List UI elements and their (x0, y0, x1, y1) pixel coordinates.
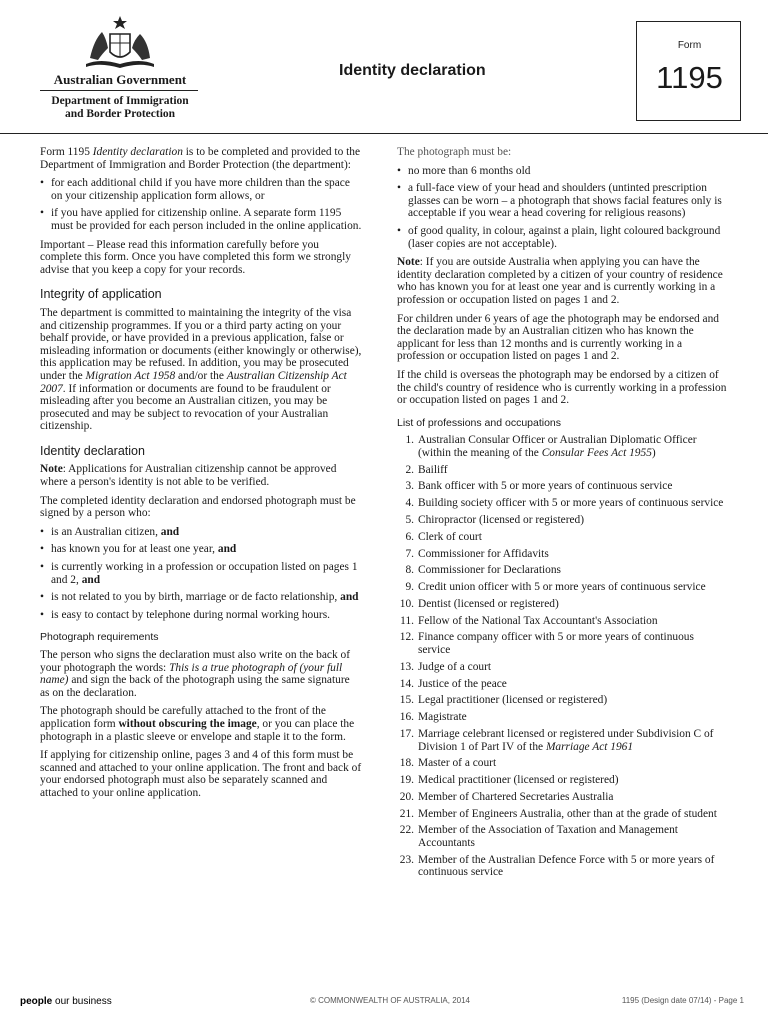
bullet-text: is not related to you by birth, marriage or de facto relationship, (51, 591, 341, 604)
profession-text: Building society officer with 5 or more years of continuous service (418, 497, 724, 510)
signer-bullet-list (40, 526, 362, 622)
intro-bullet-list (40, 177, 362, 232)
profession-item (397, 824, 729, 849)
form-number-box (636, 21, 741, 121)
list-item: • for each additional child if you have more children than the space on your citizenship application form allows, or (40, 177, 362, 202)
note-text: : Applications for Australian citizenship cannot be approved where a person's identity is not able to be verified. (40, 463, 337, 489)
profession-text: Justice of the peace (418, 677, 507, 690)
profession-item (397, 464, 729, 477)
professions-heading: List of professions and occupations (397, 416, 562, 429)
profession-item (397, 480, 729, 493)
act-name: Marriage Act 1961 (545, 740, 634, 753)
profession-number: 14. (399, 677, 414, 690)
profession-number: 17. (399, 727, 414, 740)
profession-item (397, 615, 729, 628)
profession-item (397, 564, 729, 577)
profession-number: 22. (399, 824, 414, 837)
profession-number: 12. (399, 631, 414, 644)
copyright: © COMMONWEALTH OF AUSTRALIA, 2014 (310, 996, 470, 1005)
profession-text: Member of the Australian Defence Force with 5 or more years of continuous service (418, 853, 715, 879)
photo-paragraph: If applying for citizenship online, pages 3 and 4 of this form must be scanned and attached to your online application. The front and back of your endorsed photograph must also be separately scanned and attached to your online application. (40, 749, 362, 799)
profession-number: 9. (405, 581, 414, 594)
photo-must-be: The photograph must be: (397, 146, 512, 158)
page-title: Identity declaration (339, 62, 486, 79)
bullet-conjunction: and (160, 525, 180, 538)
form-name: Identity declaration (92, 146, 183, 158)
divider (40, 90, 198, 91)
profession-text: ) (651, 446, 656, 459)
profession-number: 7. (405, 547, 414, 560)
footer-slogan (20, 996, 112, 1007)
profession-number: 16. (399, 711, 414, 724)
list-item (40, 543, 362, 556)
photo-words: This is a true photograph of (your full name) (40, 661, 343, 687)
department-line: Department of Immigration (51, 95, 189, 107)
list-item: • a full-face view of your head and shoulders (untinted prescription glasses can be worn – a photograph that shows facial features only is acceptable if you wear a head covering for religious reasons) (397, 182, 729, 220)
profession-item (397, 661, 729, 674)
profession-number: 11. (400, 614, 414, 627)
profession-item (397, 757, 729, 770)
bullet-conjunction: and (81, 573, 101, 586)
list-item (40, 526, 362, 539)
profession-number: 3. (405, 480, 414, 493)
profession-text: Judge of a court (418, 660, 492, 673)
overseas-paragraph: If the child is overseas the photograph may be endorsed by a citizen of the child's country of residence who is currently working in a profession or occupation listed on pages 1 and 2. (397, 368, 727, 407)
list-item (40, 591, 362, 604)
photo-paragraph (40, 649, 362, 699)
integrity-paragraph (40, 307, 362, 433)
profession-item (397, 854, 729, 879)
list-item (40, 609, 362, 622)
profession-item (397, 631, 729, 656)
profession-number: 4. (405, 497, 414, 510)
list-item: • of good quality, in colour, against a plain, light coloured background (laser copies are not acceptable). (397, 225, 729, 250)
photo-requirements-heading: Photograph requirements (40, 631, 159, 644)
profession-text: Magistrate (418, 711, 467, 724)
profession-text: Clerk of court (418, 530, 482, 543)
bullet-text: is currently working in a profession or occupation listed on pages 1 and 2, (51, 561, 358, 586)
professions-list (397, 434, 729, 879)
profession-number: 15. (399, 694, 414, 707)
header-divider (0, 133, 768, 134)
profession-number: 6. (405, 530, 414, 543)
integrity-text: The department is committed to maintaining the integrity of the visa and citizenship programmes. If you or a third party acting on your behalf provide, or have provided in a previous application, false or misleading information or documents (either knowingly or otherwise), this application may be refused. In addition, you may be prosecuted under the (40, 306, 362, 382)
profession-text: Bank officer with 5 or more years of continuous service (418, 480, 673, 493)
act-name: Consular Fees Act 1955 (541, 446, 652, 459)
bullet-text: is easy to contact by telephone during normal working hours. (51, 608, 331, 621)
identity-heading: Identity declaration (40, 443, 145, 458)
profession-item (397, 548, 729, 561)
photo-text: and sign the back of the photograph using the same signature as on the declaration. (40, 674, 350, 699)
photo-text: , or you can place the photograph in a plastic sleeve or envelope and staple it to the form. (40, 717, 355, 743)
list-item (40, 561, 362, 586)
bullet-text: is an Australian citizen, (51, 525, 161, 538)
profession-number: 1. (405, 434, 414, 447)
bullet-text: has known you for at least one year, (51, 543, 218, 556)
profession-text: Legal practitioner (licensed or registered) (418, 694, 608, 707)
department-line: and Border Protection (64, 108, 176, 120)
slogan-rest: our business (52, 996, 112, 1007)
important-paragraph: Important – Please read this information carefully before you complete this form. Once you have completed this form we strongly advise that you keep a copy for your records. (40, 238, 351, 276)
profession-text: Fellow of the National Tax Accountant's Association (418, 614, 658, 627)
profession-number: 20. (399, 790, 414, 803)
right-column (397, 146, 729, 883)
profession-text: Finance company officer with 5 or more years of continuous service (418, 631, 694, 657)
profession-item (397, 694, 729, 707)
profession-text: Member of Engineers Australia, other than at the grade of student (418, 807, 717, 820)
photo-bullet-list (397, 165, 729, 251)
list-item: • no more than 6 months old (397, 165, 729, 178)
intro-text: is to be completed and provided to the Department of Immigration and Border Protection (the department): (40, 146, 361, 171)
profession-item (397, 678, 729, 691)
integrity-text: and/or the (175, 369, 227, 382)
slogan-bold: people (20, 996, 53, 1007)
list-item: • if you have applied for citizenship online. A separate form 1195 must be provided for each person included in the online application. (40, 207, 362, 232)
department-name (40, 95, 200, 121)
coat-of-arms-logo (80, 14, 160, 74)
profession-item (397, 531, 729, 544)
profession-number: 19. (399, 774, 414, 787)
photo-paragraph (40, 705, 362, 743)
form-number: 1195 (656, 60, 723, 95)
profession-text: Dentist (licensed or registered) (418, 597, 559, 610)
integrity-heading: Integrity of application (40, 287, 162, 302)
profession-text: Australian Consular Officer or Australian Diplomatic Officer (within the meaning of the (418, 434, 697, 459)
note-paragraph (40, 463, 362, 488)
profession-number: 21. (399, 807, 414, 820)
profession-item (397, 774, 729, 787)
profession-item (397, 514, 729, 527)
signer-intro: The completed identity declaration and endorsed photograph must be signed by a person who: (40, 494, 356, 520)
intro-paragraph (40, 146, 362, 171)
profession-number: 2. (405, 463, 414, 476)
profession-number: 5. (405, 514, 414, 526)
bullet-conjunction: and (217, 543, 237, 556)
left-column (40, 146, 362, 806)
profession-item (397, 728, 729, 753)
profession-text: Chiropractor (licensed or registered) (418, 514, 585, 526)
note-label: Note (397, 256, 420, 269)
profession-text: Member of the Association of Taxation and Management Accountants (418, 824, 678, 850)
profession-text: Commissioner for Declarations (418, 564, 561, 577)
note-text: : If you are outside Australia when applying you can have the identity declaration completed by a citizen of your country of residence who has known you for at least one year and is currently working in a profession or occupation listed on pages 1 and 2. (397, 256, 723, 306)
intro-text: Form 1195 (40, 146, 93, 158)
profession-number: 13. (399, 660, 414, 673)
profession-text: Medical practitioner (licensed or registered) (418, 774, 619, 787)
page-info: 1195 (Design date 07/14) - Page 1 (621, 996, 744, 1005)
profession-item (397, 581, 729, 594)
government-name: Australian Government (53, 72, 187, 87)
profession-item (397, 711, 729, 724)
children-paragraph: For children under 6 years of age the photograph may be endorsed and the declaration made by an Australian citizen who has known the applicant for less than 12 months and is currently working in a profession or occupation listed on pages 1 and 2. (397, 312, 719, 363)
profession-text: Bailiff (418, 463, 448, 476)
form-label: Form (677, 40, 702, 51)
bullet-conjunction: and (340, 591, 359, 604)
note-label: Note (40, 463, 63, 476)
profession-item (397, 434, 729, 459)
profession-item (397, 791, 729, 804)
profession-number: 10. (399, 597, 414, 610)
profession-number: 23. (399, 853, 414, 866)
act-name: Migration Act 1958 (85, 369, 176, 382)
profession-text: Commissioner for Affidavits (418, 547, 549, 560)
profession-item (397, 598, 729, 611)
profession-item (397, 497, 729, 510)
note-paragraph (397, 256, 729, 306)
photo-text: The person who signs the declaration must also write on the back of your photograph the words: (40, 649, 350, 674)
act-name: Australian Citizenship Act 2007 (40, 369, 347, 395)
integrity-text: . If information or documents are found to be fraudulent or misleading after you become an Australian citizen, you may be prosecuted and may be subject to revocation of your Australian citizenship. (40, 382, 331, 433)
profession-number: 18. (399, 757, 414, 770)
profession-item (397, 808, 729, 821)
photo-text: The photograph should be carefully attached to the front of the application form (40, 705, 326, 730)
profession-text: Master of a court (418, 757, 497, 770)
photo-emphasis: without obscuring the image (118, 717, 257, 730)
profession-text: Credit union officer with 5 or more years of continuous service (418, 581, 706, 594)
profession-number: 8. (405, 564, 414, 577)
profession-text: Member of Chartered Secretaries Australia (418, 790, 614, 803)
profession-text: Marriage celebrant licensed or registered under Subdivision C of Division 1 of Part IV of the (418, 727, 714, 753)
